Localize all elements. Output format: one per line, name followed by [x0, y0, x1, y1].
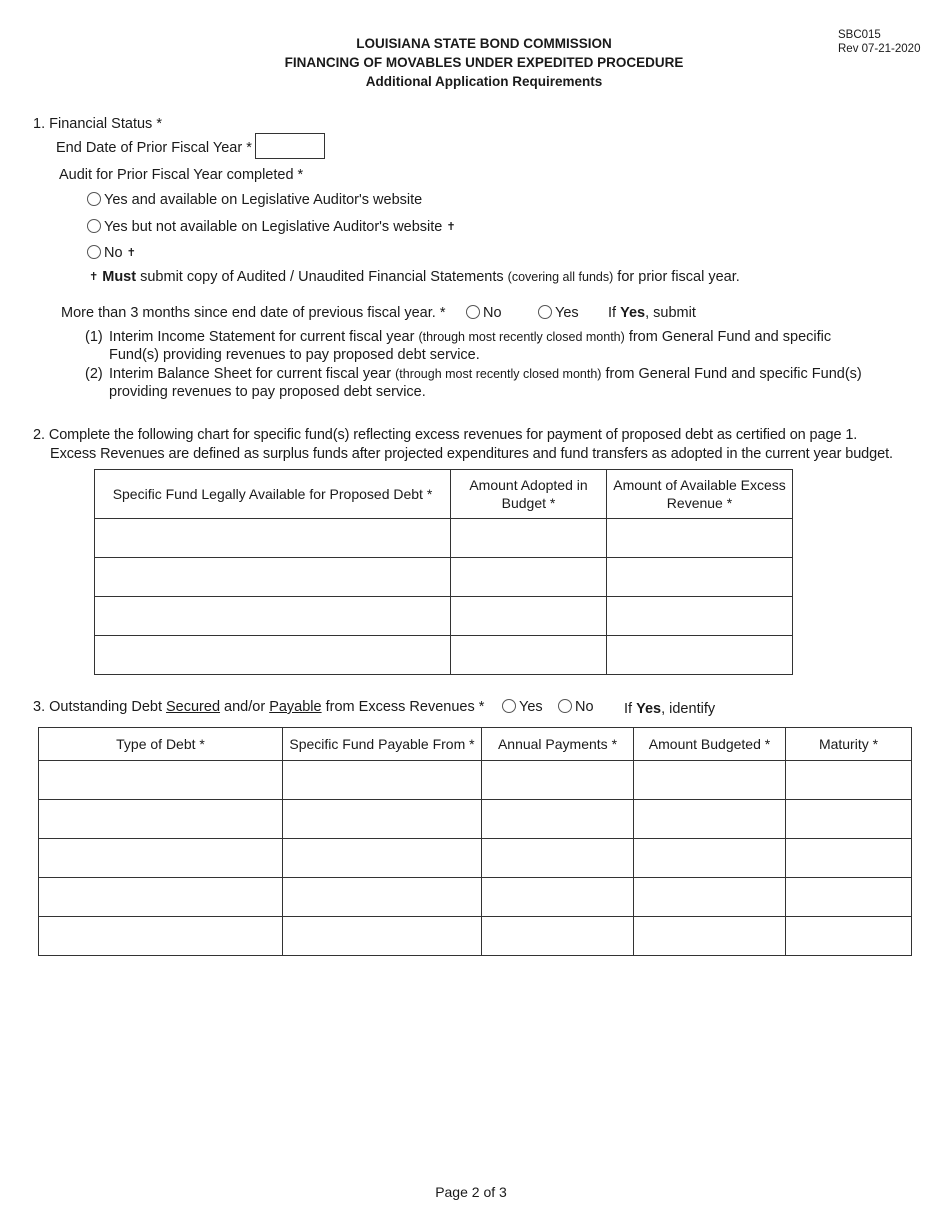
annual-payments-cell[interactable] [482, 761, 634, 800]
budget-amount-cell[interactable] [451, 558, 607, 597]
excess-revenue-cell[interactable] [607, 636, 793, 675]
if-identify: , identify [661, 701, 716, 717]
note-small: (covering all funds) [507, 270, 614, 284]
column-header: Amount Adopted in Budget * [451, 470, 607, 519]
column-header: Type of Debt * [39, 728, 283, 761]
interim-item-small: (through most recently closed month) [418, 330, 625, 344]
column-header: Maturity * [786, 728, 912, 761]
audit-option-label: Yes and available on Legislative Auditor's website [104, 192, 423, 208]
amount-budgeted-cell[interactable] [634, 761, 786, 800]
annual-payments-cell[interactable] [482, 839, 634, 878]
maturity-cell[interactable] [786, 839, 912, 878]
form-code: SBC015 [838, 29, 881, 41]
annual-payments-cell[interactable] [482, 917, 634, 956]
column-header: Amount Budgeted * [634, 728, 786, 761]
audit-option-label: No [104, 245, 123, 261]
excess-revenue-cell[interactable] [607, 597, 793, 636]
annual-payments-cell[interactable] [482, 800, 634, 839]
months-no-label: No [483, 305, 502, 321]
amount-budgeted-cell[interactable] [634, 917, 786, 956]
audit-option-yes-available[interactable] [87, 192, 422, 208]
months-question: More than 3 months since end date of previous fiscal year. * [61, 305, 446, 321]
cross-marker-icon: ✝ [89, 271, 99, 283]
table-row [39, 839, 912, 878]
note-must: Must [102, 269, 137, 285]
fund-payable-cell[interactable] [283, 800, 482, 839]
debt-type-cell[interactable] [39, 761, 283, 800]
maturity-cell[interactable] [786, 878, 912, 917]
audit-option-yes-not-available[interactable] [87, 219, 456, 235]
column-header: Specific Fund Payable From * [283, 728, 482, 761]
interim-item-2-line1 [109, 366, 862, 382]
section-1-heading: 1. Financial Status * [33, 116, 162, 132]
debt-yes-radio[interactable] [502, 699, 516, 713]
debt-type-cell[interactable] [39, 878, 283, 917]
fund-cell[interactable] [95, 519, 451, 558]
section-2-line-2: Excess Revenues are defined as surplus funds after projected expenditures and fund transfers as adopted in the current year budget. [50, 446, 893, 462]
debt-yes-label: Yes [519, 699, 543, 715]
interim-item-text: from General Fund and specific Fund(s) [601, 366, 862, 382]
page-number: Page 2 of 3 [435, 1184, 507, 1200]
months-if-yes-note [608, 305, 696, 321]
amount-budgeted-cell[interactable] [634, 878, 786, 917]
cross-marker-icon: ✝ [126, 247, 136, 259]
column-header: Specific Fund Legally Available for Proposed Debt * [95, 470, 451, 519]
table-row [95, 636, 793, 675]
secured-text: Secured [166, 699, 221, 715]
debt-type-cell[interactable] [39, 839, 283, 878]
months-option-yes[interactable] [538, 305, 579, 321]
debt-type-cell[interactable] [39, 917, 283, 956]
interim-item-1-line1 [109, 329, 831, 345]
note-end: for prior fiscal year. [613, 269, 740, 285]
payable-text: Payable [269, 699, 322, 715]
form-revision: Rev 07-21-2020 [838, 43, 921, 55]
interim-item-small: (through most recently closed month) [395, 367, 602, 381]
cross-marker-icon: ✝ [446, 221, 456, 233]
debt-type-cell[interactable] [39, 800, 283, 839]
audit-yes-not-available-radio[interactable] [87, 219, 101, 233]
column-header: Amount of Available Excess Revenue * [607, 470, 793, 519]
table-header-row [39, 728, 912, 761]
audit-note [89, 269, 740, 285]
fund-payable-cell[interactable] [283, 878, 482, 917]
interim-item-1-line2: Fund(s) providing revenues to pay proposed debt service. [109, 347, 480, 363]
table-row [95, 597, 793, 636]
audit-option-label: Yes but not available on Legislative Auditor's website [104, 219, 443, 235]
interim-item-text: Interim Balance Sheet for current fiscal year [109, 366, 396, 382]
table-row [39, 800, 912, 839]
outstanding-debt-table [38, 727, 912, 956]
audit-label: Audit for Prior Fiscal Year completed * [59, 167, 304, 183]
section-3-prefix: 3. Outstanding Debt [33, 699, 166, 715]
if-prefix: If [624, 701, 637, 717]
months-yes-label: Yes [555, 305, 579, 321]
debt-no-radio[interactable] [558, 699, 572, 713]
fund-cell[interactable] [95, 597, 451, 636]
interim-item-2-line2: providing revenues to pay proposed debt service. [109, 384, 426, 400]
fund-cell[interactable] [95, 636, 451, 675]
audit-no-radio[interactable] [87, 245, 101, 259]
amount-budgeted-cell[interactable] [634, 839, 786, 878]
maturity-cell[interactable] [786, 800, 912, 839]
title-line-3: Additional Application Requirements [365, 74, 603, 89]
debt-if-yes-note [624, 701, 715, 717]
fund-cell[interactable] [95, 558, 451, 597]
interim-item-1-num: (1) [85, 329, 103, 345]
months-yes-radio[interactable] [538, 305, 552, 319]
budget-amount-cell[interactable] [451, 597, 607, 636]
debt-no-label: No [575, 699, 594, 715]
budget-amount-cell[interactable] [451, 636, 607, 675]
months-option-no[interactable] [466, 305, 502, 321]
excess-revenue-cell[interactable] [607, 558, 793, 597]
debt-option-no[interactable] [558, 699, 594, 715]
excess-revenue-cell[interactable] [607, 519, 793, 558]
fund-payable-cell[interactable] [283, 761, 482, 800]
table-row [39, 878, 912, 917]
if-yes-bold: Yes [620, 305, 646, 321]
title-line-1: LOUISIANA STATE BOND COMMISSION [356, 36, 612, 51]
if-submit: , submit [645, 305, 696, 321]
if-prefix: If [608, 305, 621, 321]
if-yes-bold: Yes [636, 701, 662, 717]
months-no-radio[interactable] [466, 305, 480, 319]
maturity-cell[interactable] [786, 917, 912, 956]
section-2-line-1: 2. Complete the following chart for specific fund(s) reflecting excess revenues for payment of proposed debt as certified on page 1. [33, 427, 858, 443]
amount-budgeted-cell[interactable] [634, 800, 786, 839]
table-header-row [95, 470, 793, 519]
annual-payments-cell[interactable] [482, 878, 634, 917]
end-date-field[interactable] [255, 133, 325, 159]
column-header: Annual Payments * [482, 728, 634, 761]
interim-item-2-num: (2) [85, 366, 103, 382]
audit-yes-available-radio[interactable] [87, 192, 101, 206]
audit-option-no[interactable] [87, 245, 136, 261]
title-line-2: FINANCING OF MOVABLES UNDER EXPEDITED PROCEDURE [284, 55, 684, 70]
fund-payable-cell[interactable] [283, 839, 482, 878]
budget-amount-cell[interactable] [451, 519, 607, 558]
andor-text: and/or [220, 699, 270, 715]
section-3-heading [33, 699, 484, 715]
excess-revenue-table [94, 469, 793, 675]
fund-payable-cell[interactable] [283, 917, 482, 956]
end-date-label: End Date of Prior Fiscal Year * [56, 140, 252, 156]
table-row [39, 917, 912, 956]
table-row [95, 519, 793, 558]
note-text: submit copy of Audited / Unaudited Financial Statements [136, 269, 508, 285]
debt-option-yes[interactable] [502, 699, 543, 715]
interim-item-text: from General Fund and specific [624, 329, 832, 345]
interim-item-text: Interim Income Statement for current fiscal year [109, 329, 419, 345]
table-row [39, 761, 912, 800]
maturity-cell[interactable] [786, 761, 912, 800]
table-row [95, 558, 793, 597]
section-3-suffix: from Excess Revenues * [321, 699, 485, 715]
